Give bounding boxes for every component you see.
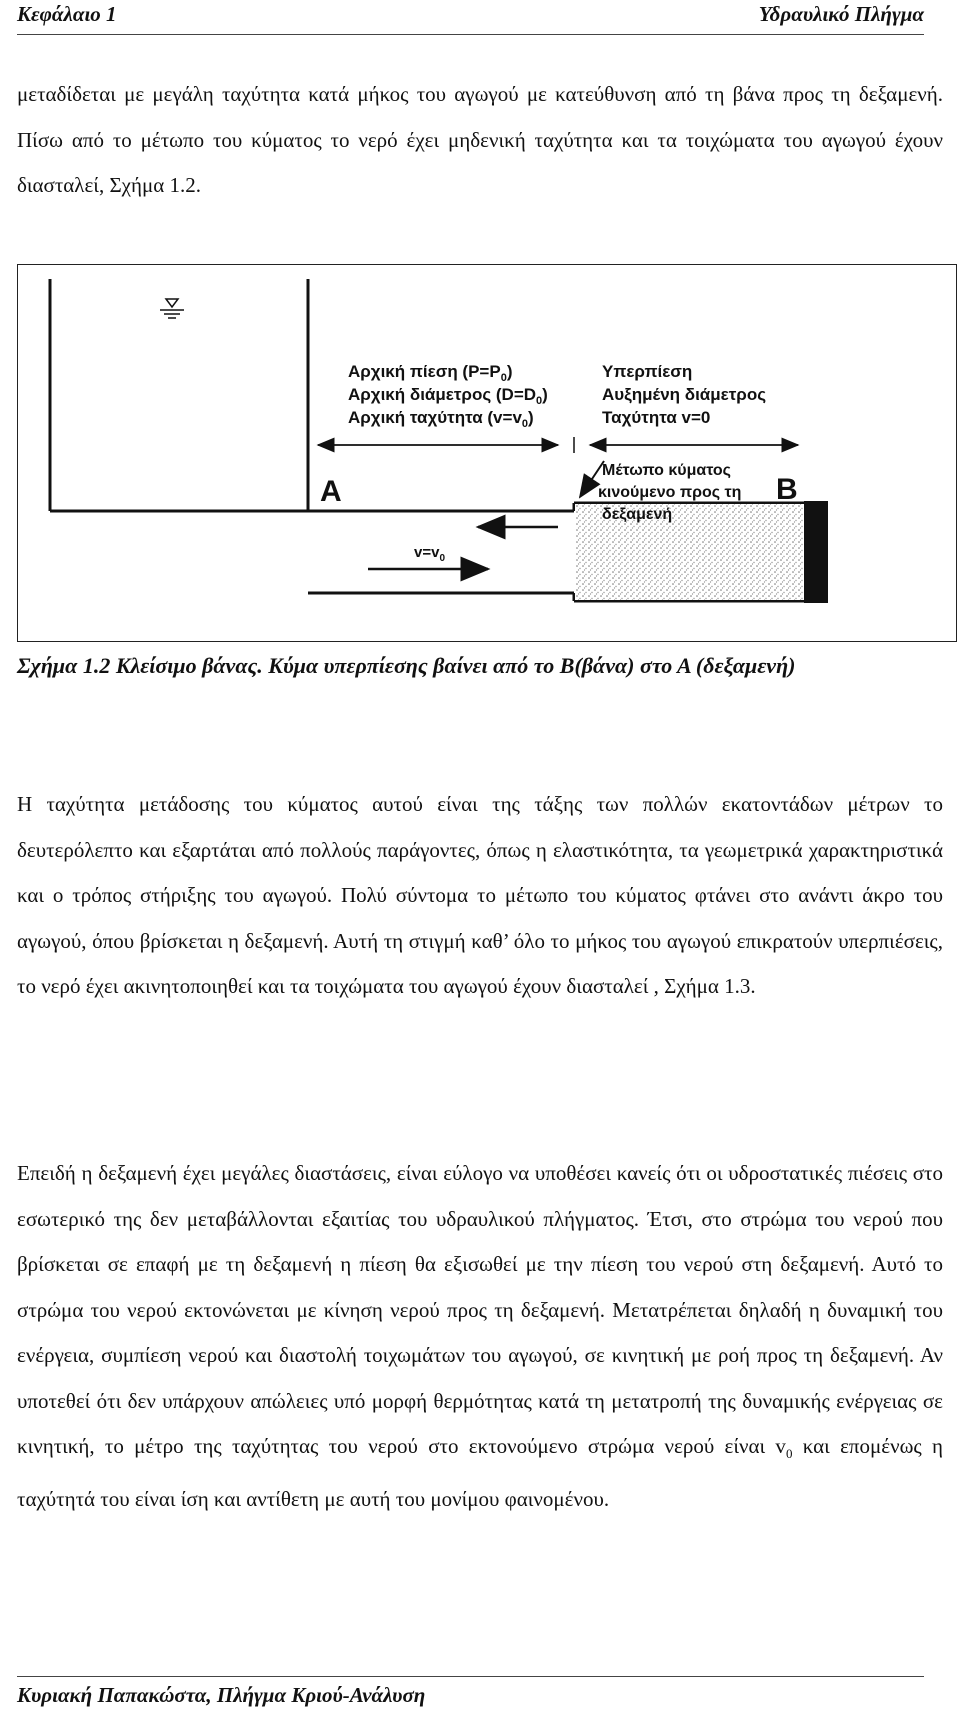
header-rule [17,34,924,35]
figure-1-2 [17,264,957,642]
header-title: Υδραυλικό Πλήγμα [758,2,924,26]
wave-front-label: Μέτωπο κύματος [602,462,731,479]
water-hammer-diagram [18,265,956,641]
initial-pressure-label: Αρχική πίεση $(P=P_0)$ [348,362,513,384]
zero-velocity-label: Ταχύτητα v=0 [602,408,711,427]
caption-label: Σχήμα 1.2 Κλείσιμο βάνας. [17,653,263,678]
label-a: A [320,475,342,508]
initial-diameter-label: Αρχική διάμετρος $(D=D_0)$ [348,385,548,407]
overpressure-label: Υπερπίεση [602,362,693,381]
initial-velocity-label: Αρχική ταχύτητα $(v=v_0)$ [348,408,534,430]
closed-valve [804,501,828,603]
water-level-icon [160,299,184,318]
header-chapter: Κεφάλαιο 1 [17,2,117,26]
velocity-label: $v=v_0$ [414,544,446,564]
caption-text: Κύμα υπερπίεσης βαίνει από το Β(βάνα) στο Α (δεξαμενή) [262,653,796,678]
figure-caption [17,642,943,689]
footer-rule [17,1676,924,1677]
toward-reservoir-label: δεξαμενή [602,506,673,523]
page-header [17,2,924,30]
wave-moving-label: κινούμενο προς τη [598,484,742,501]
label-b: B [776,473,798,506]
page-footer: Κυριακή Παπακώστα, Πλήγμα Κριού-Ανάλυση [17,1683,426,1707]
increased-diameter-label: Αυξημένη διάμετρος [602,385,767,404]
paragraph-1: μεταδίδεται με μεγάλη ταχύτητα κατά μήκος του αγωγού με κατεύθυνση από τη βάνα προς τη δεξαμενή. Πίσω από το μέτωπο του κύματος το νερό έχει μηδενική ταχύτητα και τα τοιχώματα του αγωγού έχουν διασταλεί, Σχήμα 1.2. [17,82,943,197]
paragraph-3: Επειδή η δεξαμενή έχει μεγάλες διαστάσεις, είναι εύλογο να υποθέσει κανείς ότι οι υδροστατικές πιέσεις στο εσωτερικό της δεν μεταβάλλονται εξαιτίας του υδραυλικού πλήγματος. Έτσι, στο στρώμα του νερού που βρίσκεται σε επαφή με τη δεξαμενή η πίεση θα εξισωθεί με την πίεση του νερού στη δεξαμενή. Αυτό το στρώμα του νερού εκτονώνεται με κίνηση νερού προς τη δεξαμενή. Μετατρέπεται δηλαδή η δυναμική του ενέργεια, συμπίεση νερού και διαστολή τοιχωμάτων του αγωγού, σε κινητική με ροή προς τη δεξαμενή. Αν υποτεθεί ότι δεν υπάρχουν απώλειες υπό μορφή θερμότητας κατά τη μετατροπή της δυναμικής ενέργειας σε κινητική, το μέτρο της ταχύτητας του νερού στο εκτονούμενο στρώμα νερού είναι $v_0$ και επομένως η ταχύτητά του είναι ίση και αντίθετη με αυτή του μονίμου φαινομένου. [17,1161,943,1511]
paragraph-2: Η ταχύτητα μετάδοσης του κύματος αυτού είναι της τάξης των πολλών εκατοντάδων μέτρων το δευτερόλεπτο και εξαρτάται από πολλούς παράγοντες, όπως η ελαστικότητα, τα γεωμετρικά χαρακτηριστικά και ο τρόπος στήριξης του αγωγού. Πολύ σύντομα το μέτωπο του κύματος φτάνει στο ανάντι άκρο του αγωγού, όπου βρίσκεται η δεξαμενή. Αυτή τη στιγμή καθ’ όλο το μήκος του αγωγού επικρατούν υπερπιέσεις, το νερό έχει ακινητοποιηθεί και τα τοιχώματα του αγωγού έχουν διασταλεί , Σχήμα 1.3. [17,792,943,998]
